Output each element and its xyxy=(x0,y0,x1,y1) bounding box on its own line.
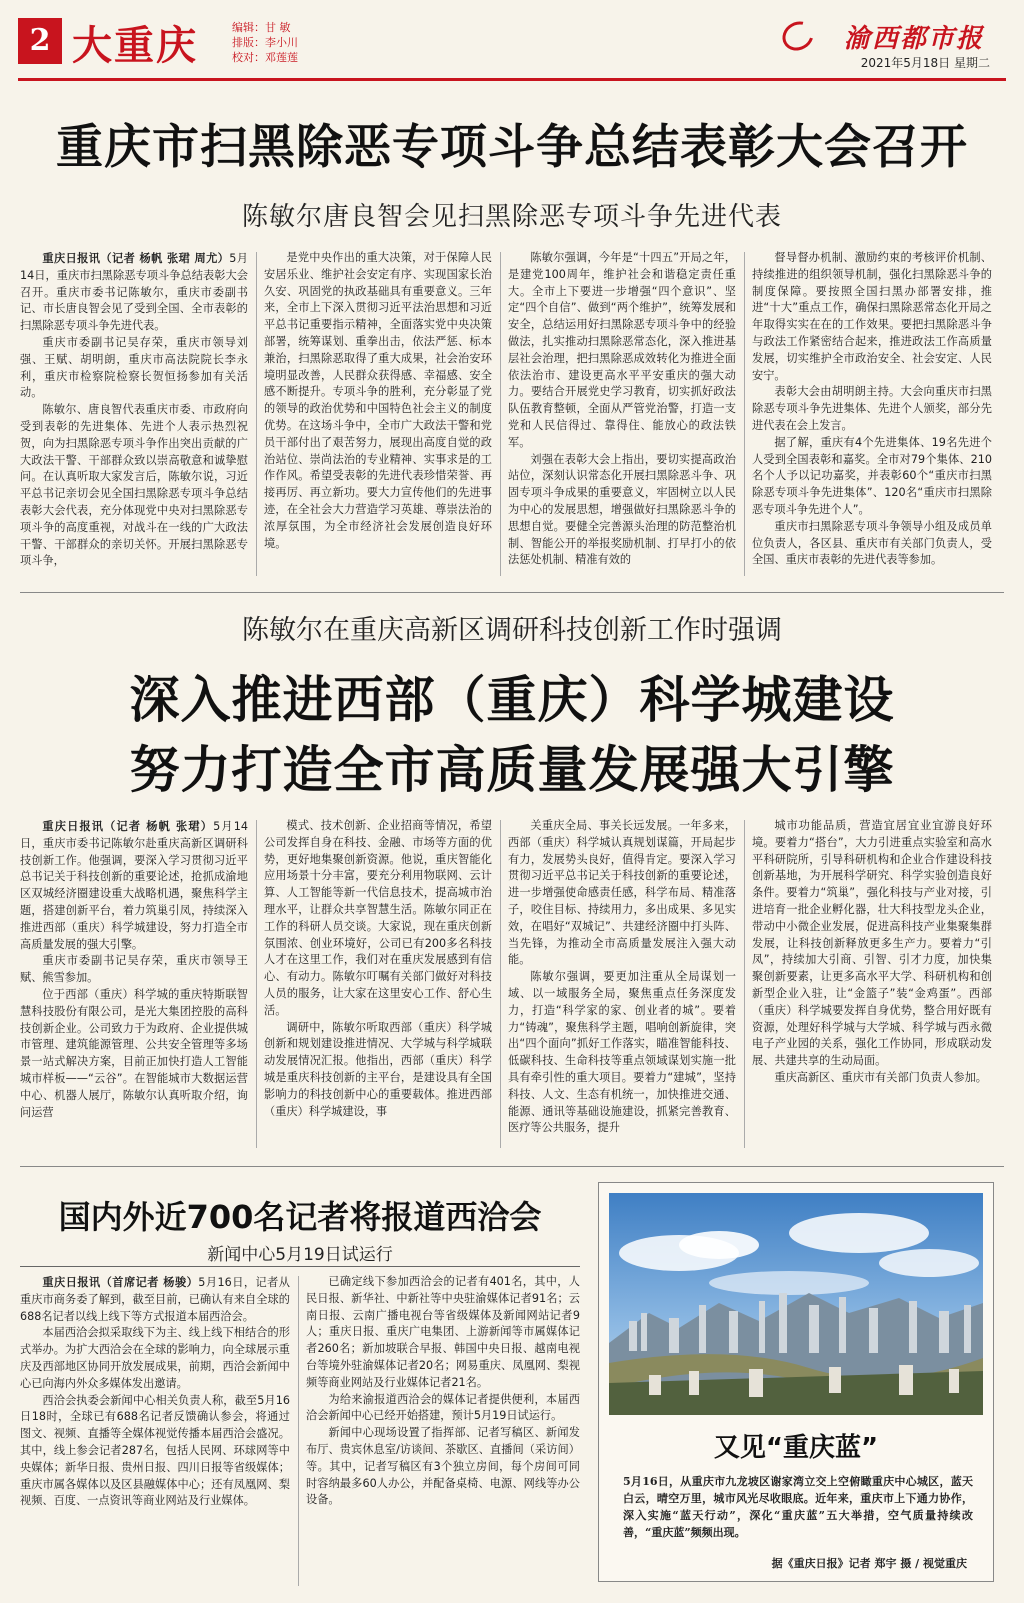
paragraph: 陈敏尔强调，要更加注重从全局谋划一域、以一域服务全局，聚焦重点任务深度发力，打造“科学家的家、创业者的城”。要着力“铸魂”，聚焦科学主题，唱响创新旋律，突出“四个面向”抓好工作落实，瞄准智能科技、低碳科技、生命科技等重点领域谋划实施一批具有牵引性的重大项目。要着力“建城”，坚持科技、人文、生态有机统一，加快推进交通、能源、通讯等基础设施建设，抓紧完善教育、医疗等公共服务，提升 xyxy=(508,970,736,1135)
paragraph: 表彰大会由胡明朗主持。大会向重庆市扫黑除恶专项斗争先进集体、先进个人颁奖，部分先进代表在会上发言。 xyxy=(752,385,992,432)
page-number: 2 xyxy=(18,18,62,64)
article2-column-4 xyxy=(752,818,992,1153)
paragraph: 重庆市扫黑除恶专项斗争领导小组及成员单位负责人，各区县、重庆市有关部门负责人，受全国、重庆市表彰的先进代表等参加。 xyxy=(752,519,992,567)
column-divider xyxy=(500,820,501,1148)
editor-credits xyxy=(232,20,298,65)
section-divider xyxy=(20,592,1004,593)
paragraph: 西洽会执委会新闻中心相关负责人称，截至5月16日18时，全球已有688名记者反馈确认参会，将通过图文、视频、直播等全媒体视觉传播本届西洽会盛况。其中，线上参会记者287名，包括人民网、环球网等中央媒体；新华日报、贵州日报、四川日报等省级媒体；重庆市属各媒体以及区县融媒体中心；还有凤凰网、梨视频、百度、一点资讯等商业网站及行业媒体。 xyxy=(20,1393,290,1508)
header-rule xyxy=(18,78,1006,81)
paragraph: 重庆市委副书记吴存荣，重庆市领导刘强、王赋、胡明朗，重庆市高法院院长李永利，重庆市检察院检察长贺恒扬参加有关活动。 xyxy=(20,335,248,400)
paragraph: 据了解，重庆有4个先进集体、19名先进个人受到全国表彰和嘉奖。全市对79个集体、210名个人予以记功嘉奖，并表彰60个“重庆市扫黑除恶专项斗争先进集体”、120名“重庆市扫黑除恶专项斗争先进个人”。 xyxy=(752,435,992,516)
paper-logo-icon xyxy=(777,16,819,56)
paragraph: 重庆高新区、重庆市有关部门负责人参加。 xyxy=(774,1070,987,1084)
paragraph: 本届西洽会拟采取线下为主、线上线下相结合的形式举办。为扩大西洽会在全球的影响力，向全球展示重庆及西部地区协同开放发展成果，前期，西洽会新闻中心已向海内外众多媒体发出邀请。 xyxy=(20,1326,290,1390)
paragraph: 重庆市委副书记吴存荣，重庆市领导王赋、熊雪参加。 xyxy=(20,954,248,985)
photo-caption: 5月16日，从重庆市九龙坡区谢家湾立交上空俯瞰重庆中心城区，蓝天白云，晴空万里，城市风光尽收眼底。近年来，重庆市上下通力协作，深入实施“蓝天行动”，深化“重庆蓝”五大举措，空气质量持续改善，“重庆蓝”频频出现。 xyxy=(623,1475,973,1539)
paragraph: 重庆日报讯（记者 杨帆 张珺 周尤）5月14日，重庆市扫黑除恶专项斗争总结表彰大会召开。重庆市委书记陈敏尔，重庆市委副书记、市长唐良智会见了受到全国、全市表彰的扫黑除恶专项斗争先进代表。 xyxy=(20,251,248,333)
paragraph: 陈敏尔强调，今年是“十四五”开局之年，是建党100周年，维护社会和谐稳定责任重大。全市上下要进一步增强“四个意识”、坚定“四个自信”、做到“两个维护”，统筹发展和安全，总结运用好扫黑除恶专项斗争中的经验做法，扎实推动扫黑除恶常态化，深入推进基层社会治理，把扫黑除恶成效转化为推进全面依法治市、建设更高水平平安重庆的强大动力。要结合开展党史学习教育，切实抓好政法队伍教育整顿，全面从严管党治警，打造一支党和人民信得过、靠得住、能放心的政法铁军。 xyxy=(508,251,736,449)
paragraph: 重庆日报讯（首席记者 杨骏）5月16日，记者从重庆市商务委了解到，截至目前，已确认有来自全球的688名记者以线上线下等方式报道本届西洽会。 xyxy=(20,1275,290,1323)
article1-title: 重庆市扫黑除恶专项斗争总结表彰大会召开 xyxy=(56,120,968,175)
article2-kicker: 陈敏尔在重庆高新区调研科技创新工作时强调 xyxy=(242,615,782,646)
column-divider xyxy=(500,252,501,576)
article3-title: 国内外近700名记者将报道西洽会 xyxy=(58,1198,542,1236)
title-rule xyxy=(20,1266,580,1267)
article1-column-1 xyxy=(20,250,248,580)
paragraph: 陈敏尔、唐良智代表重庆市委、市政府向受到表彰的先进集体、先进个人表示热烈祝贺，向为扫黑除恶专项斗争作出突出贡献的广大政法干警、干部群众致以崇高敬意和诚挚慰问。在认真听取大家发言后，陈敏尔说，习近平总书记亲切会见全国扫黑除恶专项斗争总结表彰大会代表，充分体现党中央对扫黑除恶专项斗争的高度重视，对战斗在一线的广大政法干警、干部群众的亲切关怀。开展扫黑除恶专项斗争， xyxy=(20,403,248,568)
editor-line: 编辑：甘 敏 xyxy=(232,21,291,34)
article2-title-line2: 努力打造全市高质量发展强大引擎 xyxy=(129,741,895,799)
article1-column-2 xyxy=(264,250,492,580)
column-divider xyxy=(744,820,745,1148)
paragraph: 督导督办机制、激励约束的考核评价机制、持续推进的组织领导机制，强化扫黑除恶斗争的制度保障。要按照全国扫黑办部署安排，推进“十大”重点工作，确保扫黑除恶常态化开局之年取得实实在在的工作效果。要把扫黑除恶斗争与政法工作紧密结合起来，推进政法工作高质量发展，切实维护全市政治安全、社会安定、人民安宁。 xyxy=(752,251,992,382)
section-divider xyxy=(20,1166,1004,1167)
paragraph: 位于西部（重庆）科学城的重庆特斯联智慧科技股份有限公司，是光大集团控股的高科技创新企业。公司致力于为政府、企业提供城市管理、建筑能源管理、公共安全管理等多场景一站式解决方案，目前正加快打造人工智能城市样板——“云谷”。在智能城市大数据运营中心、机器人展厅，陈敏尔认真听取介绍，询问运营 xyxy=(20,987,248,1119)
paragraph: 已确定线下参加西洽会的记者有401名，其中，人民日报、新华社、中新社等中央驻渝媒体记者91名；云南日报、云南广播电视台等省级媒体及新闻网站记者9人；重庆日报、重庆广电集团、上游新闻等市属媒体记者260名；新加坡联合早报、韩国中央日报、越南电视台等境外驻渝媒体记者20名；网易重庆、凤凰网、梨视频等商业网站及行业媒体记者21名。 xyxy=(306,1275,580,1389)
paragraph: 重庆日报讯（记者 杨帆 张珺）5月14日，重庆市委书记陈敏尔赴重庆高新区调研科技创新工作。他强调，要深入学习贯彻习近平总书记关于科技创新的重要论述，抢抓成渝地区双城经济圈建设重大战略机遇，聚焦科学主题，搭建创新平台，着力筑巢引凤，持续深入推进西部（重庆）科学城建设，努力打造全市高质量发展的强大引擎。 xyxy=(20,819,248,951)
article2-column-3 xyxy=(508,818,736,1153)
article1-subtitle: 陈敏尔唐良智会见扫黑除恶专项斗争先进代表 xyxy=(241,202,782,232)
photo-feature xyxy=(598,1182,994,1582)
photo-credit: 据《重庆日报》记者 郑宇 摄 / 视觉重庆 xyxy=(771,1557,967,1570)
issue-date: 2021年5月18日 星期二 xyxy=(860,56,990,70)
paragraph: 调研中，陈敏尔听取西部（重庆）科学城创新和规划建设推进情况、大学城与科学城联动发展情况汇报。他指出，西部（重庆）科学城是重庆科技创新的主平台，是建设具有全国影响力的科技创新中心的重要载体。推进西部（重庆）科学城建设，事 xyxy=(264,1020,492,1118)
article3-column-2 xyxy=(306,1274,580,1592)
article3-column-1 xyxy=(20,1274,290,1592)
section-title: 大重庆 xyxy=(72,22,198,69)
city-skyline-photo xyxy=(609,1193,983,1415)
article1-column-3 xyxy=(508,250,736,580)
article3-subtitle: 新闻中心5月19日试运行 xyxy=(207,1245,393,1265)
paragraph: 为给来渝报道西洽会的媒体记者提供便利，本届西洽会新闻中心已经开始搭建，预计5月19日试运行。 xyxy=(306,1392,580,1423)
column-divider xyxy=(744,252,745,576)
column-divider xyxy=(256,252,257,576)
column-divider xyxy=(256,820,257,1148)
article1-column-4 xyxy=(752,250,992,580)
article2-column-2 xyxy=(264,818,492,1153)
article2-column-1 xyxy=(20,818,248,1153)
paragraph: 是党中央作出的重大决策，对于保障人民安居乐业、维护社会安定有序、实现国家长治久安、巩固党的执政基础具有重要意义。三年来，全市上下深入贯彻习近平法治思想和习近平总书记重要指示精神，全面落实党中央决策部署，统筹谋划、重拳出击，依法严惩、标本兼治，扫黑除恶取得了重大成果，社会治安环境明显改善，人民群众获得感、幸福感、安全感不断提升。专项斗争的胜利，充分彰显了党的领导的政治优势和中国特色社会主义的制度优势。在这场斗争中，全市广大政法干警和党员干部付出了艰苦努力，展现出高度自觉的政治站位、崇尚法治的专业精神、实事求是的工作作风。希望受表彰的先进代表珍惜荣誉、再接再厉、再立新功。要大力宣传他们的先进事迹，在全社会大力营造学习英雄、尊崇法治的浓厚氛围，为全市经济社会发展创造良好环境。 xyxy=(264,251,492,550)
article2-title-line1: 深入推进西部（重庆）科学城建设 xyxy=(129,671,895,729)
layout-line: 排版：李小川 xyxy=(232,36,298,49)
paragraph: 城市功能品质，营造宜居宜业宜游良好环境。要着力“搭台”，大力引进重点实验室和高水平科研院所，引导科研机构和企业合作建设科技创新基地，为开展科学研究、科学实验创造良好条件。要着力“筑巢”，强化科技与产业对接，引进培育一批企业孵化器，壮大科技型龙头企业，带动中小微企业发展，促进高科技产业集聚集群发展，让科技创新释放更多生产力。要着力“引凤”，持续加大引商、引智、引才力度，加快集聚创新要素，让更多高水平大学、科研机构和创新型企业入驻，让“金篮子”装“金鸡蛋”。西部（重庆）科学城要发挥自身优势，整合用好既有资源，处理好科学城与大学城、科学城与西永微电子产业园的关系，强化工作协同，形成联动发展、共建共享的生动局面。 xyxy=(752,819,992,1068)
paragraph: 新闻中心现场设置了指挥部、记者写稿区、新闻发布厅、贵宾休息室/访谈间、茶歇区、直播间（采访间）等。其中，记者写稿区有3个独立房间，每个房间可同时容纳最多60人办公，并配备桌椅、电源、网线等办公设备。 xyxy=(306,1426,580,1507)
paragraph: 关重庆全局、事关长远发展。一年多来，西部（重庆）科学城认真规划谋篇，开局起步有力，发展势头良好，值得肯定。要深入学习贯彻习近平总书记关于科技创新的重要论述，进一步增强使命感责任感，科学布局、精准落子，咬住目标、持续用力，多出成果、多见实效，在唱好“双城记”、共建经济圈中打头阵、当先锋，为推动全市高质量发展注入强大动能。 xyxy=(508,819,736,967)
paragraph: 模式、技术创新、企业招商等情况，希望公司发挥自身在科技、金融、市场等方面的优势，更好地集聚创新资源。他说，重庆智能化应用场景十分丰富，要充分利用物联网、云计算、人工智能等新一代信息技术，提高城市治理水平，让群众共享智慧生活。陈敏尔同正在工作的科研人员交谈。大家说，现在重庆创新氛围浓、创业环境好，公司已有200多名科技人才在这里工作，我们对在重庆发展感到有信心、有动力。陈敏尔叮嘱有关部门做好对科技人员的服务，让大家在这里安心工作、舒心生活。 xyxy=(264,819,492,1017)
paper-name: 渝西都市报 xyxy=(843,24,984,54)
proof-line: 校对：邓莲莲 xyxy=(232,51,298,64)
paragraph: 刘强在表彰大会上指出，要切实提高政治站位，深刻认识常态化开展扫黑除恶斗争、巩固专项斗争成果的重要意义，牢固树立以人民为中心的发展思想，增强做好扫黑除恶斗争的思想自觉。要健全完善源头治理的防范整治机制、智能公开的举报奖励机制、打早打小的依法惩处机制、精准有效的 xyxy=(508,452,736,567)
photo-title: 又见“重庆蓝” xyxy=(713,1433,879,1463)
column-divider xyxy=(298,1276,299,1586)
